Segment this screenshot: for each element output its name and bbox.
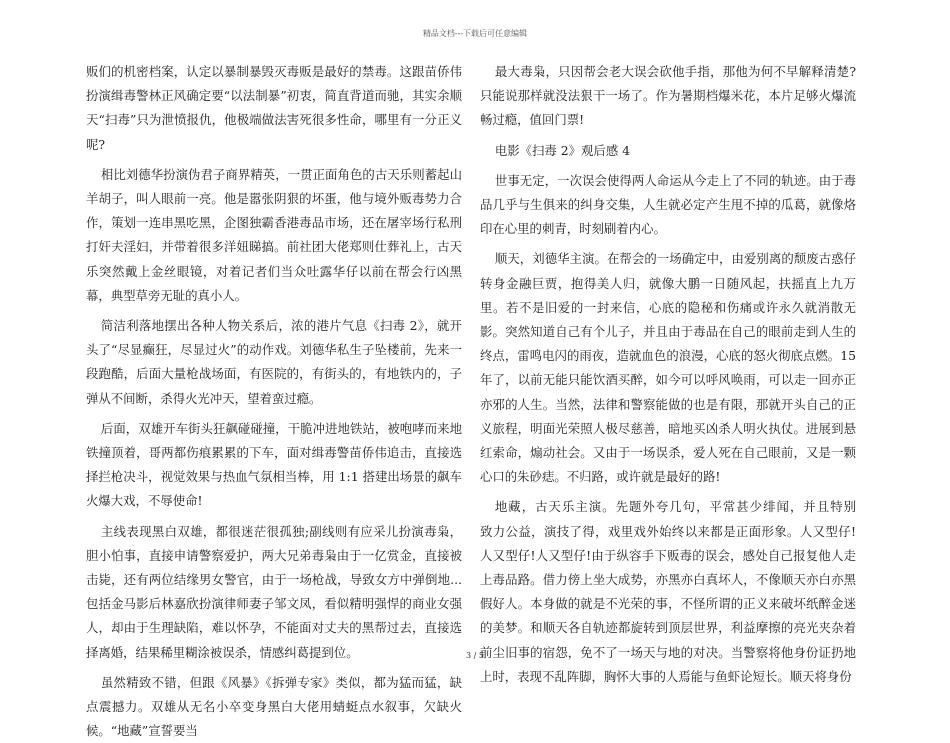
paragraph: 虽然精致不错，但跟《风暴》《拆弹专家》类似，都为猛而猛，缺点震撼力。双雄从无名小卒变身黑白大佬用蜻蜓点水叙事，欠缺火候。“地藏”宣誓要当 (86, 674, 462, 739)
paragraph: 相比刘德华扮演伪君子商界精英，一贯正面角色的古天乐则蓄起山羊胡子，叫人眼前一亮。他是嚣张阴狠的坏蛋，他与境外贩毒势力合作，策划一连串黑吃黑，企图独霸香港毒品市场，还在屠宰场行私刑打奸夫淫妇，并带着很多洋妞睇搞。前社团大佬郑则仕葬礼上，古天乐突然戴上金丝眼镜，对着记者们当众吐露华仔以前在帮会行凶黑幕，典型草旁无耻的真小人。 (86, 166, 462, 303)
paragraph: 简洁利落地摆出各种人物关系后，浓的港片气息《扫毒 2》，就开头了“尽显癫狂，尽显过火”的动作戏。刘德华私生子坠楼前，先来一段跑酷，后面大量枪战场面，有医院的，有街头的，有地铁内的，子弹从不间断，杀得火光冲天，望着蛮过瘾。 (86, 318, 462, 406)
section-heading: 电影《扫毒 2》观后感 4 (494, 142, 631, 158)
paragraph: 主线表现黑白双雄，都很迷茫很孤独;副线则有应采儿扮演毒枭，胆小怕事，直接申请警察爱护，两大兄弟毒枭由于一亿赏金，直接被击毙，还有两位结缘男女警官，由于一场枪战，导致女方中弹倒地...包括金马影后林嘉欣扮演律师妻子邹文凤，看似精明强悍的商业女强人，却由于生理缺陷，难以怀孕，不能面对丈夫的黑帮过去，直接选择离婚，结果稀里糊涂被误杀，情感纠葛提到位。 (86, 523, 462, 660)
right-column (480, 60, 881, 689)
paragraph: 顺天，刘德华主演。在帮会的一场确定中，由爱别离的颓废古惑仔转身金融巨贾，抱得美人归，就像大鹏一日随风起，扶摇直上九万里。若不是旧爱的一封来信，心底的隐秘和伤痛或许永久就消散无影。突然知道自己有个儿子，并且由于毒品在自己的眼前走到人生的终点，雷鸣电闪的雨夜，造就血色的浪漫，心底的怒火彻底点燃。15 年了，以前无能只能饮酒买醉，如今可以呼风唤雨，可以走一回亦正亦邪的人生。当然，法律和警察能做的也是有限，那就开头自己的正义旅程，明面光荣照人极尽慈善，暗地买凶杀人明火执仗。进展到悬红索命，煽动社会。又由于一场误杀，爱人死在自己眼前，又是一颗心口的朱砂痣。不归路，或许就是最好的路! (480, 251, 856, 485)
paragraph: 最大毒枭，只因帮会老大误会砍他手指，那他为何不早解释清楚?只能说那样就没法狠干一场了。作为暑期档爆米花，本片足够火爆流畅过瘾，值回门票! (480, 64, 856, 128)
paragraph: 贩们的机密档案，认定以暴制暴毁灭毒贩是最好的禁毒。这跟苗侨伟扮演缉毒警林正风确定要“以法制暴”初衷，简直背道而驰，其实余顺天“扫毒”只为泄愤报仇，他极端做法害死很多性命，哪里有一分正义呢? (86, 64, 462, 152)
left-column (86, 60, 462, 743)
page-number: 3 / 5 (466, 651, 484, 660)
paragraph: 世事无定，一次误会使得两人命运从今走上了不同的轨迹。由于毒品几乎与生俱来的纠身交集，人生就必定产生甩不掉的瓜葛，就像烙印在心里的刺青，时刻刷着内心。 (480, 172, 856, 237)
paragraph: 后面，双雄开车街头狂飙碰碰撞，干脆冲进地铁站，被咆哮而来地铁撞顶着，哥两都伤痕累累的下车，面对缉毒警苗侨伟追击，直接选择拦枪决斗，视觉效果与热血气氛相当棒，用 1:1 搭建出场景的飙车火爆大戏，不辱使命! (86, 420, 462, 509)
paragraph: 地藏，古天乐主演。先题外夸几句，平常甚少绯闻，并且特别 致力公益，演技了得，戏里戏外始终以来都是正面形象。人又型仔!人又型仔!人又型仔!由于纵容手下贩毒的误会，感处自己报复他人走上毒品路。借力傍上坐大成势，亦黑亦白真坏人，不像顺天亦白亦黑假好人。本身做的就是不光荣的事，不怪所谓的正义来破坏纸醉金迷的美梦。和顺天各自轨迹都旋转到顶层世界，利益摩擦的亮光夹杂着前尘旧事的宿怨，免不了一场天与地的对决。当警察将他身份证扔地上时，表现不乱阵脚，胸怀大事的人焉能与鱼虾论短长。顺天将身份 (480, 499, 881, 684)
page-header: 精品文档---下载后可任意编辑 (422, 29, 528, 38)
